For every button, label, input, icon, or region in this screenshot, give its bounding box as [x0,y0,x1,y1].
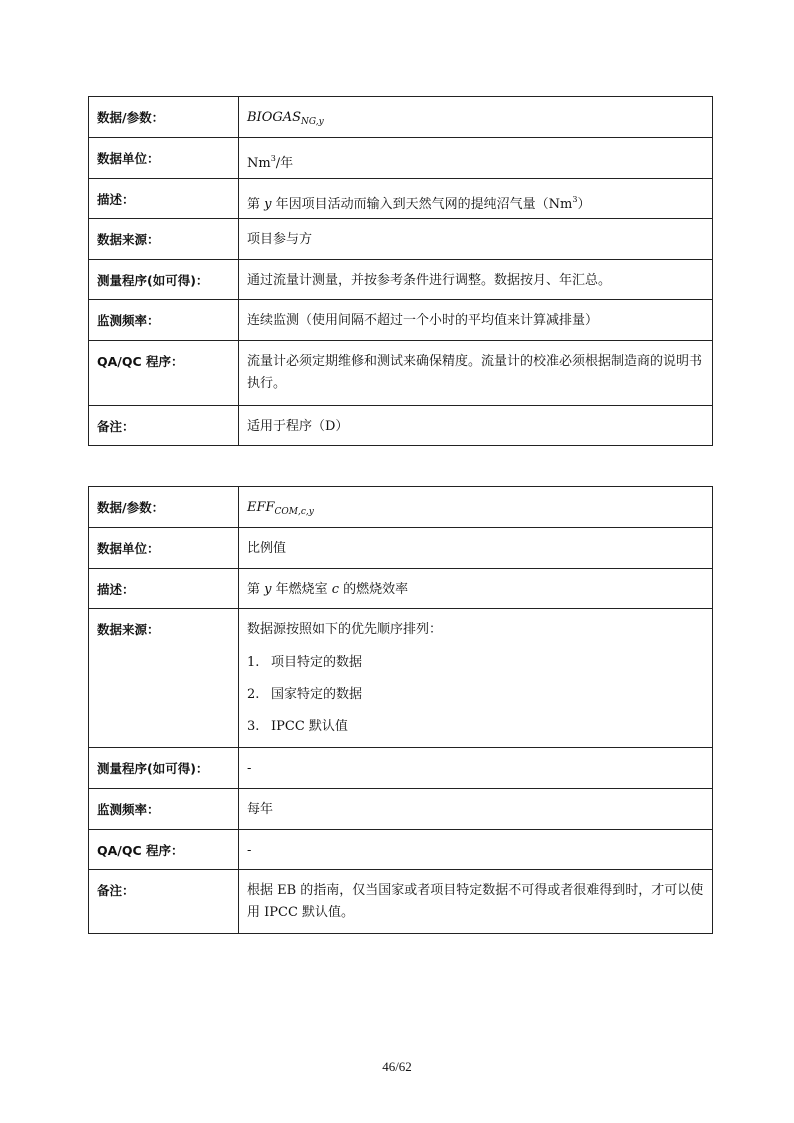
row-label: QA/QC 程序： [89,830,239,870]
row-label: 数据来源： [89,609,239,748]
source-intro: 数据源按照如下的优先顺序排列： [247,622,443,637]
table-row [89,609,713,748]
list-item: 1. 项目特定的数据 [247,655,363,670]
unit-value: Nm$^3$/年 [239,138,713,179]
row-value: 比例值 [239,528,713,569]
parameter-table-combustion-efficiency [88,486,713,934]
parameter-symbol: $BIOGAS_{NG,y}$ [239,97,713,138]
table-row [89,97,713,138]
row-label: 测量程序(如可得)： [89,748,239,789]
row-label: QA/QC 程序： [89,341,239,406]
row-value: 项目参与方 [239,219,713,260]
parameter-symbol: $EFF_{COM,c,y}$ [239,487,713,528]
table-row [89,569,713,609]
table-row [89,219,713,260]
table-row [89,487,713,528]
table-row [89,528,713,569]
data-source-value [239,609,713,748]
row-label: 数据来源： [89,219,239,260]
row-label: 备注： [89,870,239,934]
row-value: 每年 [239,789,713,830]
source-priority-list [247,647,704,743]
row-label: 数据单位： [89,138,239,179]
row-label: 监测频率： [89,300,239,341]
row-value: 流量计必须定期维修和测试来确保精度。流量计的校准必须根据制造商的说明书执行。 [239,341,713,406]
row-value: 通过流量计测量，并按参考条件进行调整。数据按月、年汇总。 [239,260,713,300]
list-item: 3. IPCC 默认值 [247,719,348,734]
parameter-table-biogas [88,96,713,446]
row-label: 数据单位： [89,528,239,569]
row-label: 监测频率： [89,789,239,830]
table-row [89,341,713,406]
row-label: 数据/参数： [89,97,239,138]
table-row [89,138,713,179]
row-label: 描述： [89,569,239,609]
row-label: 数据/参数： [89,487,239,528]
list-item: 2. 国家特定的数据 [247,687,363,702]
table-row [89,179,713,219]
row-label: 测量程序(如可得)： [89,260,239,300]
table-row [89,830,713,870]
table-row [89,300,713,341]
description-value: 第 y 年燃烧室 c 的燃烧效率 [239,569,713,609]
row-value: - [239,748,713,789]
table-row [89,870,713,934]
table-row [89,748,713,789]
table-row [89,406,713,446]
row-label: 备注： [89,406,239,446]
page-number: 46/62 [382,1059,412,1074]
row-value: 适用于程序（D） [239,406,713,446]
row-value: 根据 EB 的指南，仅当国家或者项目特定数据不可得或者很难得到时，才可以使用 IPCC 默认值。 [239,870,713,934]
description-value: 第 y 年因项目活动而输入到天然气网的提纯沼气量（Nm$^3$） [239,179,713,219]
row-value: - [239,830,713,870]
row-value: 连续监测（使用间隔不超过一个小时的平均值来计算减排量） [239,300,713,341]
table-row [89,260,713,300]
row-label: 描述： [89,179,239,219]
table-row [89,789,713,830]
